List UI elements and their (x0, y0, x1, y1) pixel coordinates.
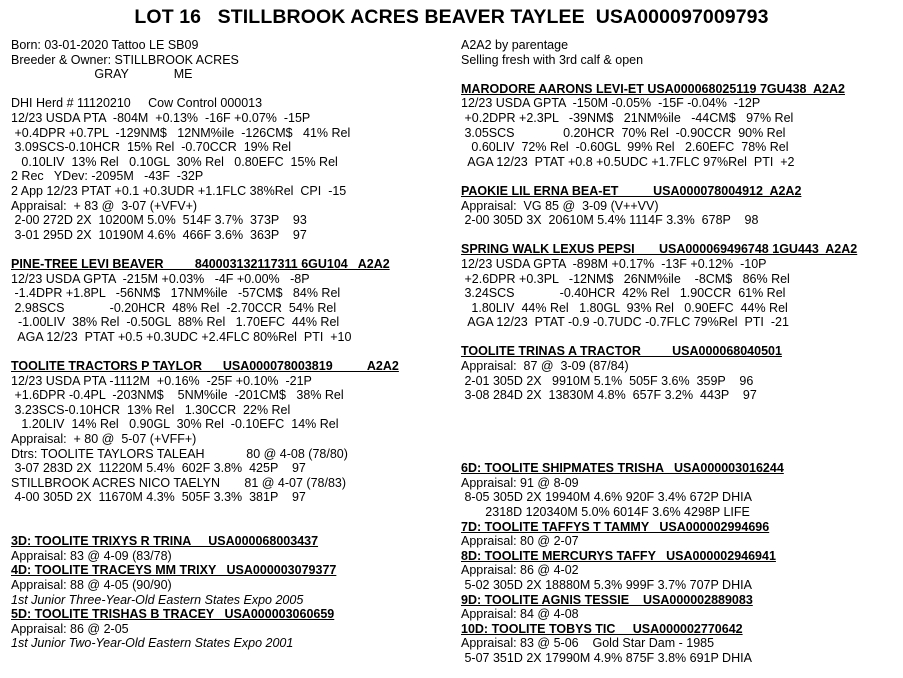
text-line: AGA 12/23 PTAT +0.5 +0.3UDC +2.4FLC 80%Rel PTI +10 (11, 329, 352, 344)
text-line: STILLBROOK ACRES NICO TAELYN 81 @ 4-07 (78/83) (11, 475, 347, 490)
spacer (461, 432, 897, 447)
section-heading: 5D: TOOLITE TRISHAS B TRACEY USA000003060659 (11, 607, 335, 622)
text-line: 1.80LIV 44% Rel 1.80GL 93% Rel 0.90EFC 44% Rel (461, 300, 788, 315)
text-line: Appraisal: 88 @ 4-05 (90/90) (11, 577, 172, 592)
section-heading: SPRING WALK LEXUS PEPSI USA000069496748 1GU443 A2A2 (461, 242, 858, 257)
text-line: 8-05 305D 2X 19940M 4.6% 920F 3.4% 672P DHIA (461, 490, 752, 505)
text-line: 1.20LIV 14% Rel 0.90GL 30% Rel -0.10EFC 14% Rel (11, 417, 339, 432)
text-line: A2A2 by parentage (461, 38, 569, 52)
text-line: Appraisal: VG 85 @ 3-09 (V++VV) (461, 198, 659, 213)
section-heading: 9D: TOOLITE AGNIS TESSIE USA000002889083 (461, 592, 753, 607)
left-column (11, 38, 443, 651)
text-line: +0.4DPR +0.7PL -129NM$ 12NM%ile -126CM$ 41% Rel (11, 125, 351, 140)
text-line: 1st Junior Two-Year-Old Eastern States Expo 2001 (11, 636, 294, 651)
spacer (11, 505, 443, 520)
lot-title: LOT 16 STILLBROOK ACRES BEAVER TAYLEE USA000097009793 (134, 6, 769, 28)
text-line: GRAY ME (11, 67, 193, 82)
text-line: 12/23 USDA GPTA -215M +0.03% -4F +0.00% -8P (11, 271, 310, 286)
text-line: Appraisal: 80 @ 2-07 (461, 534, 579, 549)
text-line: +0.2DPR +2.3PL -39NM$ 21NM%ile -44CM$ 97% Rel (461, 110, 794, 125)
text-line: 2318D 120340M 5.0% 6014F 3.6% 4298P LIFE (461, 505, 750, 519)
text-line: 3.24SCS -0.40HCR 42% Rel 1.90CCR 61% Rel (461, 286, 786, 301)
text-line: 2 App 12/23 PTAT +0.1 +0.3UDR +1.1FLC 38%Rel CPI -15 (11, 183, 347, 198)
text-line: -1.4DPR +1.8PL -56NM$ 17NM%ile -57CM$ 84% Rel (11, 286, 341, 301)
section-heading: 8D: TOOLITE MERCURYS TAFFY USA000002946941 (461, 548, 776, 563)
spacer (11, 520, 443, 535)
text-line: Appraisal: + 83 @ 3-07 (+VFV+) (11, 198, 198, 213)
text-line: Appraisal: 86 @ 4-02 (461, 563, 579, 578)
text-line: -1.00LIV 38% Rel -0.50GL 88% Rel 1.70EFC 44% Rel (11, 315, 340, 330)
section-heading: PAOKIE LIL ERNA BEA-ET USA000078004912 A2A2 (461, 183, 802, 198)
text-line: Appraisal: 91 @ 8-09 (461, 475, 579, 490)
text-line: DHI Herd # 11120210 Cow Control 000013 (11, 96, 263, 111)
text-line: Selling fresh with 3rd calf & open (461, 52, 644, 67)
spacer (461, 228, 897, 243)
text-line: +1.6DPR -0.4PL -203NM$ 5NM%ile -201CM$ 38% Rel (11, 388, 344, 403)
text-line: 3.23SCS-0.10HCR 13% Rel 1.30CCR 22% Rel (11, 402, 291, 417)
text-line: Dtrs: TOOLITE TAYLORS TALEAH 80 @ 4-08 (78/80) (11, 446, 348, 461)
section-heading: TOOLITE TRACTORS P TAYLOR USA000078003819 A2A2 (11, 359, 399, 374)
text-line: 2 Rec YDev: -2095M -43F -32P (11, 169, 204, 184)
text-line: 3.09SCS-0.10HCR 15% Rel -0.70CCR 19% Rel (11, 140, 291, 155)
text-line: Appraisal: + 80 @ 5-07 (+VFF+) (11, 432, 197, 447)
text-line: Breeder & Owner: STILLBROOK ACRES (11, 52, 239, 67)
text-line: 1st Junior Three-Year-Old Eastern States Expo 2005 (11, 592, 304, 607)
text-line: AGA 12/23 PTAT +0.8 +0.5UDC +1.7FLC 97%Rel PTI +2 (461, 154, 795, 169)
text-line: 4-00 305D 2X 11670M 4.3% 505F 3.3% 381P 97 (11, 490, 306, 505)
text-line: Appraisal: 84 @ 4-08 (461, 607, 579, 622)
text-line: Appraisal: 87 @ 3-09 (87/84) (461, 359, 629, 374)
text-line: 3.05SCS 0.20HCR 70% Rel -0.90CCR 90% Rel (461, 125, 786, 140)
text-line: Appraisal: 83 @ 4-09 (83/78) (11, 548, 172, 563)
text-line: AGA 12/23 PTAT -0.9 -0.7UDC -0.7FLC 79%Rel PTI -21 (461, 315, 789, 330)
spacer (461, 403, 897, 418)
text-line: 12/23 USDA PTA -1112M +0.16% -25F +0.10% -21P (11, 373, 312, 388)
right-column (461, 38, 897, 666)
text-line: Appraisal: 86 @ 2-05 (11, 621, 129, 636)
spacer (11, 82, 443, 97)
text-line: 2-00 305D 3X 20610M 5.4% 1114F 3.3% 678P 98 (461, 213, 759, 228)
text-line: 2.98SCS -0.20HCR 48% Rel -2.70CCR 54% Rel (11, 300, 337, 315)
spacer (461, 447, 897, 462)
spacer (11, 344, 443, 359)
text-line: 5-07 351D 2X 17990M 4.9% 875F 3.8% 691P DHIA (461, 650, 752, 665)
text-line: +2.6DPR +0.3PL -12NM$ 26NM%ile -8CM$ 86% Rel (461, 271, 790, 286)
text-line: 12/23 USDA GPTA -898M +0.17% -13F +0.12% -10P (461, 256, 767, 271)
text-line: 5-02 305D 2X 18880M 5.3% 999F 3.7% 707P DHIA (461, 577, 752, 592)
spacer (461, 330, 897, 345)
section-heading: MARODORE AARONS LEVI-ET USA000068025119 7GU438 A2A2 (461, 81, 845, 96)
text-line: 3-08 284D 2X 13830M 4.8% 657F 3.2% 443P 97 (461, 388, 757, 403)
section-heading: 4D: TOOLITE TRACEYS MM TRIXY USA000003079377 (11, 563, 337, 578)
section-heading: 7D: TOOLITE TAFFYS T TAMMY USA000002994696 (461, 519, 770, 534)
text-line: 3-07 283D 2X 11220M 5.4% 602F 3.8% 425P 97 (11, 461, 306, 476)
section-heading: 6D: TOOLITE SHIPMATES TRISHA USA000003016244 (461, 461, 784, 476)
text-line: 12/23 USDA GPTA -150M -0.05% -15F -0.04% -12P (461, 96, 761, 111)
text-line: 0.10LIV 13% Rel 0.10GL 30% Rel 0.80EFC 15% Rel (11, 154, 338, 169)
section-heading: TOOLITE TRINAS A TRACTOR USA000068040501 (461, 344, 782, 359)
section-heading: 3D: TOOLITE TRIXYS R TRINA USA000068003437 (11, 534, 319, 549)
text-line: 2-00 272D 2X 10200M 5.0% 514F 3.7% 373P 93 (11, 213, 307, 228)
section-heading: 10D: TOOLITE TOBYS TIC USA000002770642 (461, 621, 743, 636)
spacer (461, 169, 897, 184)
text-line: 2-01 305D 2X 9910M 5.1% 505F 3.6% 359P 96 (461, 373, 754, 388)
text-line: Appraisal: 83 @ 5-06 Gold Star Dam - 1985 (461, 636, 715, 651)
spacer (11, 242, 443, 257)
text-line: 0.60LIV 72% Rel -0.60GL 99% Rel 2.60EFC 78% Rel (461, 140, 789, 155)
section-heading: PINE-TREE LEVI BEAVER 840003132117311 6GU104 A2A2 (11, 256, 390, 271)
text-line: Born: 03-01-2020 Tattoo LE SB09 (11, 38, 199, 52)
text-line: 3-01 295D 2X 10190M 4.6% 466F 3.6% 363P 97 (11, 227, 307, 242)
text-line: 12/23 USDA PTA -804M +0.13% -16F +0.07% -15P (11, 110, 311, 125)
spacer (461, 67, 897, 82)
spacer (461, 417, 897, 432)
